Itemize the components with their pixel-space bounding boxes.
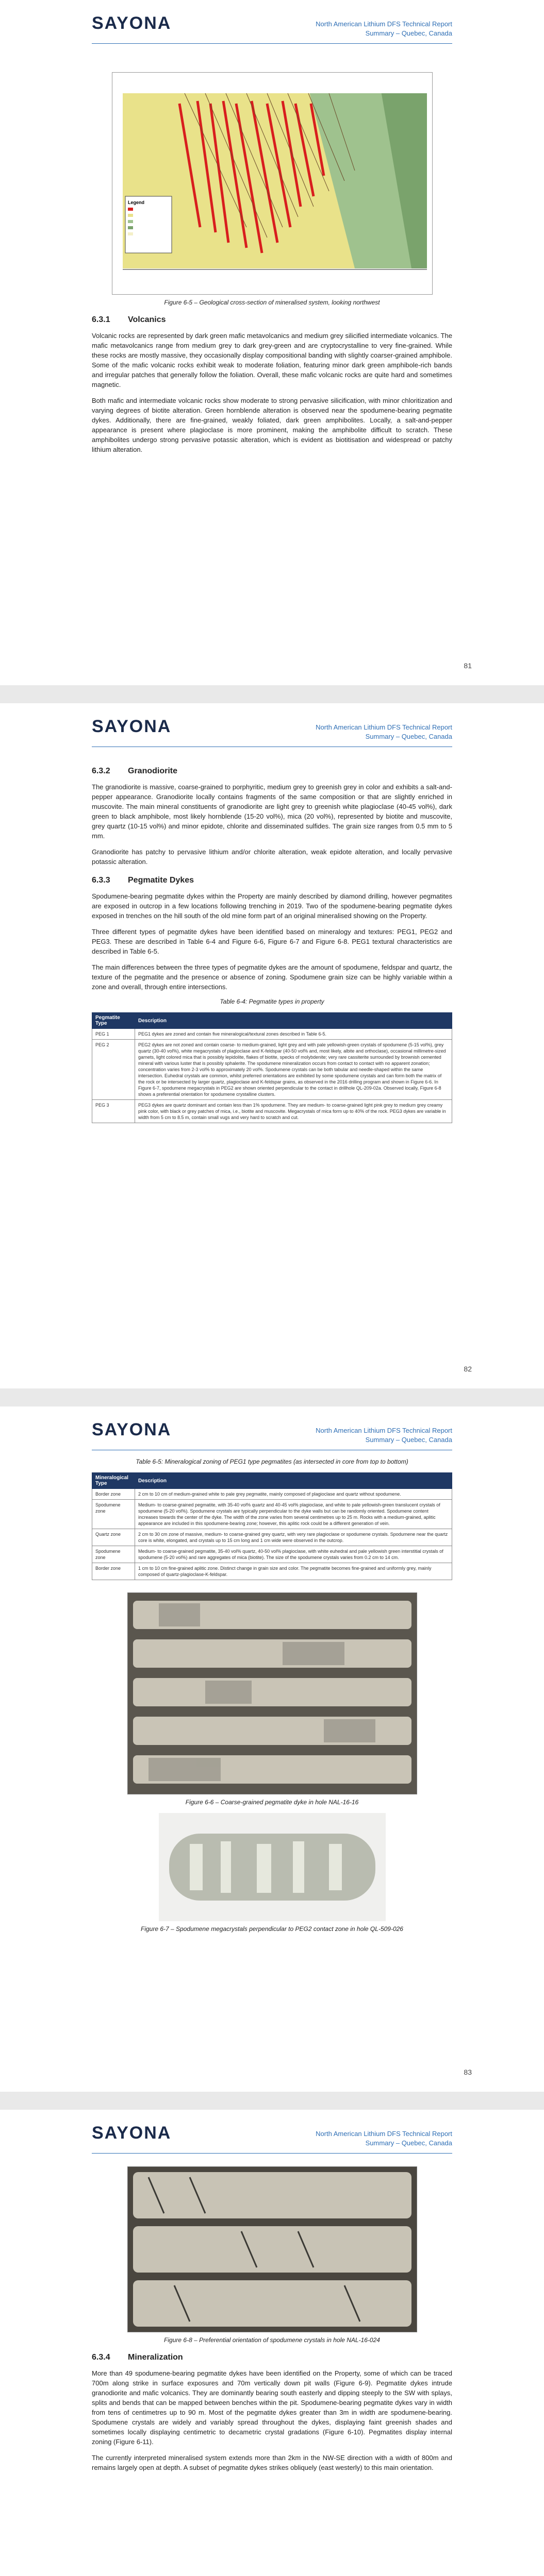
- section-heading: 6.3.2 Granodiorite: [92, 767, 178, 775]
- paragraph: Granodiorite has patchy to pervasive lithium and/or chlorite alteration, weak epidote alteration, and locally pervasive potassic alteration.: [92, 848, 452, 866]
- paragraph: Both mafic and intermediate volcanic rocks show moderate to strong pervasive silicification, with minor chloritization and varying degrees of biotite alteration. Green hornblende alteration is observed near the spodumene-bearing pegmatite dykes. Additionally, there are fine-grained, weakly foliated, dark green amphibolites. Locally, a salt-and-pepper appearance is present where plagioclase is more prominent, making the amphibolite difficult to scratch. These amphibolites undergo strong pervasive potassic alteration, which is evident as biotitisation and widespread or patchy lithium alteration.: [92, 397, 452, 453]
- paragraph: The granodiorite is massive, coarse-grained to porphyritic, medium grey to greenish grey in color and exhibits a salt-and-pepper appearance. Granodiorite locally contains fragments of the same composition or that are slightly enriched in muscovite. The main mineral constituents of granodiorite are light grey to greenish white plagioclase (40-45 vol%), dark green to black amphibole, most likely hornblende (15-20 vol%), mica (20 vol%), represented by biotite and muscovite, grey quartz (10-15 vol%) and minor epidote, chlorite and disseminated sulfides. The grain size ranges from 0.5 mm to 5 mm.: [92, 783, 452, 840]
- document-page-81: [0, 0, 544, 685]
- figure-caption: Figure 6-6 – Coarse-grained pegmatite dyke in hole NAL-16-16: [185, 1799, 359, 1806]
- header-divider: [92, 2153, 452, 2154]
- cross-section-figure: [112, 72, 433, 295]
- table-caption: Table 6-4: Pegmatite types in property: [220, 998, 324, 1005]
- paragraph: The currently interpreted mineralised system extends more than 2km in the NW-SE direction with a width of 800m and remains largely open at depth. A subset of pegmatite dykes strikes obliquely (east westerly) to this main orientation.: [92, 2454, 452, 2471]
- report-header: North American Lithium DFS Technical Report Summary – Quebec, Canada: [316, 723, 452, 740]
- figure-caption: Figure 6-8 – Preferential orientation of spodumene crystals in hole NAL-16-024: [164, 2336, 380, 2344]
- table-row: Spodumene zone Medium- to coarse-grained pegmatite, with 35-40 vol% quartz and 40-45 vol% plagioclase, and white to pale yellowish-green translucent crystals of spodumene (5-20 vol%). Spodumene crystals are typically perpendicular to the dyke walls but can be randomly oriented. Spodumene content increases towards the center of the dyke. The width of the zone varies from several centimetres up to 25 m. Rocks with a medium-grained, aplitic appearance are included in this spodumene-bearing zone; however, this aplitic rock could be a different generation of vein.: [92, 1500, 452, 1529]
- page-number: 83: [464, 2068, 472, 2076]
- sayona-logo: SAYONA: [92, 2123, 172, 2143]
- figure-caption: Figure 6-7 – Spodumene megacrystals perpendicular to PEG2 contact zone in hole QL-509-026: [141, 1925, 403, 1933]
- paragraph: More than 49 spodumene-bearing pegmatite dykes have been identified on the Property, some of which can be traced 700m along strike in surface exposures and 70m vertically down pit walls (Figure 6-9). Pegmatite dykes intrude granodiorite and mafic volcanics. They are dominantly bearing south easterly and dipping steeply to the SW with splays, splits and bends that can be mapped between benches within the pit. Spodumene-bearing pegmatite dykes vary in width from tens of centimetres up to 90 m. Most of the pegmatite dykes greater than 3m in width are spodumene-bearing. Spodumene crystals are widely and variably spread throughout the dykes, displaying faint greenish shades and sometimes locally displaying centimetric to decametric crystal gradations (Figure 6-10). Pegmatites display internal zoning (Figure 6-11).: [92, 2369, 452, 2446]
- report-header: North American Lithium DFS Technical Report Summary – Quebec, Canada: [316, 2130, 452, 2147]
- drill-core-image: [128, 1593, 417, 1794]
- table-row: Border zone 1 cm to 10 cm fine-grained aplitic zone. Distinct change in grain size and color. The pegmatite becomes fine-grained and uniformly grey, mainly composed of quartz-plagioclase-K-feldspar.: [92, 1563, 452, 1580]
- spodumene-crystals-image: [159, 1813, 386, 1921]
- table-caption: Table 6-5: Mineralogical zoning of PEG1 type pegmatites (as intersected in core from top to bottom): [136, 1458, 408, 1465]
- document-page-83: [0, 1406, 544, 2092]
- core-box-photo: [127, 1592, 417, 1794]
- sayona-logo: SAYONA: [92, 13, 172, 33]
- table-row: Spodumene zone Medium- to coarse-grained pegmatite, 35-40 vol% quartz, 40-50 vol% plagioclase, with white euhedral and pale yellowish green interstitial crystals of spodumene (5-20 vol%) and rare aggregates of mica (biotite). The size of the spodumene crystals varies from 0.2 cm to 14 cm.: [92, 1546, 452, 1563]
- document-page-82: [0, 703, 544, 1388]
- page-number: 82: [464, 1365, 472, 1373]
- paragraph: Spodumene-bearing pegmatite dykes within the Property are mainly described by diamond drilling, however pegmatites are exposed in outcrop in a few locations following trenching in 2019. Two of the spodumene-bearing pegmatite dykes exposed in trenches on the hill south of the old mine form part of an original mineralised showing on the Property.: [92, 892, 452, 920]
- report-header: North American Lithium DFS Technical Report Summary – Quebec, Canada: [316, 1427, 452, 1444]
- section-heading: 6.3.1 Volcanics: [92, 315, 166, 324]
- sayona-logo: SAYONA: [92, 1420, 172, 1439]
- core-closeup-photo: [159, 1813, 386, 1921]
- paragraph: Three different types of pegmatite dykes have been identified based on mineralogy and textures: PEG1, PEG2 and PEG3. These are described in Table 6-4 and Figure 6-6, Figure 6-7 and Figure 6-8. PEG1 textural characteristics are described in Table 6-5.: [92, 928, 452, 955]
- table-row: Border zone 2 cm to 10 cm of medium-grained white to pale grey pegmatite, mainly composed of plagioclase and quartz without spodumene.: [92, 1489, 452, 1500]
- sayona-logo: SAYONA: [92, 717, 172, 736]
- table-row: Quartz zone 2 cm to 30 cm zone of massive, medium- to coarse-grained grey quartz, with very rare plagioclase or spodumene crystals. Spodumene near the quartz core is white, elongated, and crystals up to 15 cm long and 1 cm wide were observed in the outcrop.: [92, 1529, 452, 1546]
- figure-caption: Figure 6-5 – Geological cross-section of mineralised system, looking northwest: [164, 299, 380, 306]
- table-row: PEG 1 PEG1 dykes are zoned and contain five mineralogical/textural zones described in Table 6-5.: [92, 1029, 452, 1040]
- document-page-84: [0, 2110, 544, 2576]
- paragraph: The main differences between the three types of pegmatite dykes are the amount of spodumene, feldspar and quartz, the texture of the pegmatite and the presence or absence of zoning. Spodumene grain size can be highly variable within a zone and overall, through entire intersections.: [92, 963, 452, 991]
- report-header: North American Lithium DFS Technical Report Summary – Quebec, Canada: [316, 20, 452, 37]
- section-heading: 6.3.4 Mineralization: [92, 2353, 183, 2362]
- pegmatite-types-table: Pegmatite Type Description PEG 1 PEG1 dykes are zoned and contain five mineralogical/textural zones described in Table 6-5. PEG 2 PEG2 dykes are not zoned and contain coarse- to medium-grained, light grey and with pale yellowish-green crystals of spodumene (5-15 vol%), grey quartz (30-40 vol%), white megacrystals of plagioclase and K-feldspar (40-50 vol% and, most likely, albite and orthoclase), occasional millimetre-sized garnets, light colored mica that is possibly lepidolite, flakes of biotite, specks of molybdenite; very rare cassiterite surrounded by brownish cemented mineral with various luster that is possibly sphalerite. The spodumene mineralization occurs from contact to contact with no apparent zonation; concentration varies from 2-3 vol% to approximately 20 vol%. Spodumene crystals can be both tabular and needle-shaped within the same intersection. Euhedral crystals are common, whilst preferred orientations are exhibited by some spodumene crystals and can form both the matrix of the rock or be intersected by larger quartz, plagioclase and K-feldspar grains, as observed in the 2016 drilling program and shown in Figure 6-6. In Figure 6-7, spodumene megacrystals in PEG2 are shown oriented perpendicular to the contact in drillhole QL-209-02a. Observed locally, Figure 6-8 shows a preferential orientation for spodumene crystalline clusters. PEG 3 PEG3 dykes are quartz dominant and contain less than 1% spodumene. They are medium- to coarse-grained light pink grey to medium grey creamy pink color, with black or grey patches of mica, i.e., biotite and muscovite. Megacrystals of mica form up to 40% of the rock. PEG3 dykes are variable in width from 5 cm to 8.5 m, contain small vugs and very hard to scratch and cut.: [92, 1012, 452, 1123]
- page-number: 81: [464, 662, 472, 670]
- core-box-photo: [127, 2166, 417, 2332]
- header-divider: [92, 43, 452, 44]
- table-row: PEG 2 PEG2 dykes are not zoned and contain coarse- to medium-grained, light grey and with pale yellowish-green crystals of spodumene (5-15 vol%), grey quartz (30-40 vol%), white megacrystals of plagioclase and K-feldspar (40-50 vol% and, most likely, albite and orthoclase), occasional millimetre-sized garnets, light colored mica that is possibly lepidolite, flakes of biotite, specks of molybdenite; very rare cassiterite surrounded by brownish cemented mineral with various luster that is possibly sphalerite. The spodumene mineralization occurs from contact to contact with no apparent zonation; concentration varies from 2-3 vol% to approximately 20 vol%. Spodumene crystals can be both tabular and needle-shaped within the same intersection. Euhedral crystals are common, whilst preferred orientations are exhibited by some spodumene crystals and can form both the matrix of the rock or be intersected by larger quartz, plagioclase and K-feldspar grains, as observed in the 2016 drilling program and shown in Figure 6-6. In Figure 6-7, spodumene megacrystals in PEG2 are shown oriented perpendicular to the contact in drillhole QL-209-02a. Observed locally, Figure 6-8 shows a preferential orientation for spodumene crystalline clusters.: [92, 1040, 452, 1100]
- table-row: PEG 3 PEG3 dykes are quartz dominant and contain less than 1% spodumene. They are medium- to coarse-grained light pink grey to medium grey creamy pink color, with black or grey patches of mica, i.e., biotite and muscovite. Megacrystals of mica form up to 40% of the rock. PEG3 dykes are variable in width from 5 cm to 8.5 m, contain small vugs and very hard to scratch and cut.: [92, 1100, 452, 1123]
- section-heading: 6.3.3 Pegmatite Dykes: [92, 876, 194, 885]
- paragraph: Volcanic rocks are represented by dark green mafic metavolcanics and medium grey silicified intermediate volcanics. The mafic metavolcanics range from medium grey to dark grey-green and are cryptocrystalline to very fine-grained. While these rocks are mostly massive, they occasionally display compositional banding with slightly coarser-grained amphibole. Some of the mafic volcanic rocks exhibit weak to moderate foliation, featuring minor dark green amphibole-rich bands and irregular patches that generally follow the foliation. Overall, these mafic volcanic rocks are quite hard and sometimes magnetic.: [92, 332, 452, 388]
- drill-core-orientation-image: [128, 2167, 417, 2332]
- mineralogical-zoning-table: Mineralogical Type Description Border zone 2 cm to 10 cm of medium-grained white to pale grey pegmatite, mainly composed of plagioclase and quartz without spodumene. Spodumene zone Medium- to coarse-grained pegmatite, with 35-40 vol% quartz and 40-45 vol% plagioclase, and white to pale yellowish-green translucent crystals of spodumene (5-20 vol%). Spodumene crystals are typically perpendicular to the dyke walls but can be randomly oriented. Spodumene content increases towards the center of the dyke. The width of the zone varies from several centimetres up to 25 m. Rocks with a medium-grained, aplitic appearance are included in this spodumene-bearing zone; however, this aplitic rock could be a different generation of vein. Quartz zone 2 cm to 30 cm zone of massive, medium- to coarse-grained grey quartz, with very rare plagioclase or spodumene crystals. Spodumene near the quartz core is white, elongated, and crystals up to 15 cm long and 1 cm wide were observed in the outcrop. Spodumene zone Medium- to coarse-grained pegmatite, 35-40 vol% quartz, 40-50 vol% plagioclase, with white euhedral and pale yellowish green interstitial crystals of spodumene (5-20 vol%) and rare aggregates of mica (biotite). The size of the spodumene crystals varies from 0.2 cm to 14 cm. Border zone 1 cm to 10 cm fine-grained aplitic zone. Distinct change in grain size and color. The pegmatite becomes fine-grained and uniformly grey, mainly composed of quartz-plagioclase-K-feldspar.: [92, 1472, 452, 1580]
- cross-section-map: [112, 73, 432, 294]
- svg-text:Legend: Legend: [127, 200, 144, 205]
